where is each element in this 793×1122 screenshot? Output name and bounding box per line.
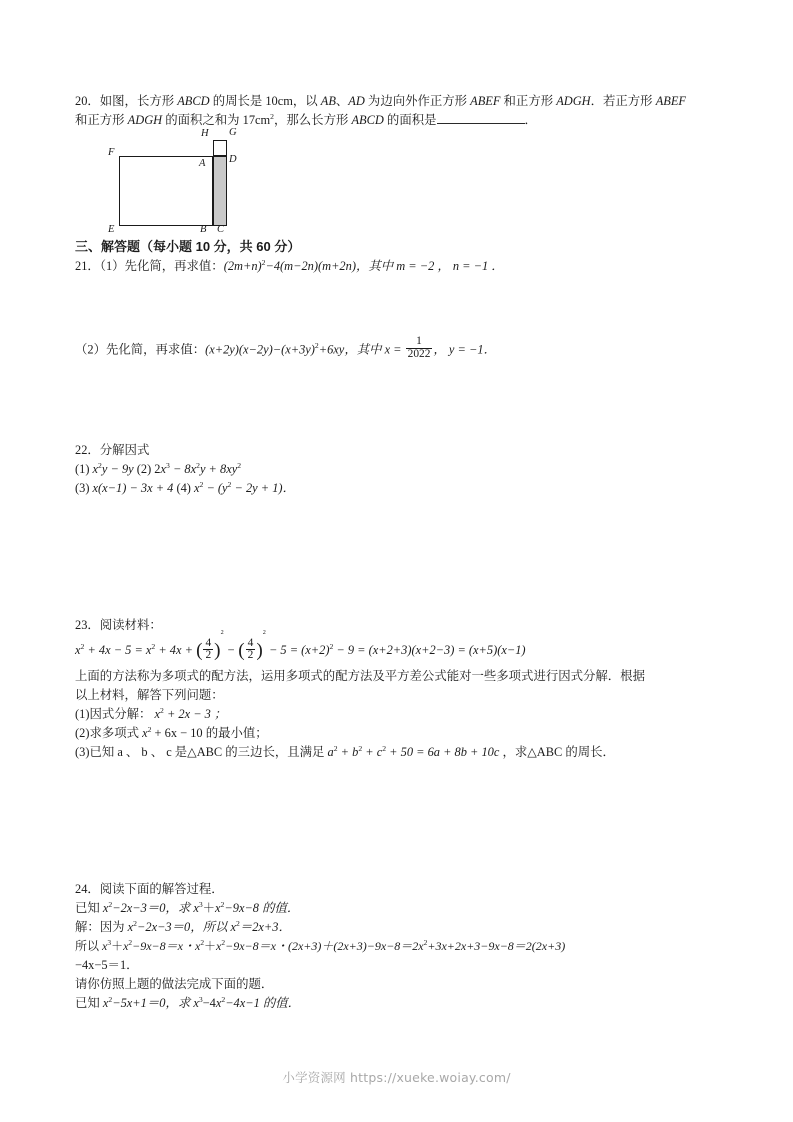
question-23-sub-2 <box>75 724 727 743</box>
q20-text-e: 和正方形 <box>500 94 557 108</box>
q24-l3-x3: x <box>194 938 201 953</box>
q23-f-p2sup: 2 <box>151 641 156 651</box>
q20-text-a: 如图，长方形 <box>99 94 178 108</box>
q22-i4-x: x <box>194 480 200 495</box>
question-23-sub-3 <box>75 743 727 762</box>
work-space-q21-1 <box>75 276 727 338</box>
q23-f-p5: − 5 = (x+2) <box>265 642 330 657</box>
fraction-4-over-2-a <box>203 638 213 663</box>
q22-i1-sup: 2 <box>98 460 102 470</box>
q24-l3-pre: 所以 <box>75 938 103 953</box>
q21-p1-expr-b: −4(m−2n)(m+2n) <box>265 259 356 273</box>
q23-f-p5sup: 2 <box>329 641 334 651</box>
q22-i2-x2: x <box>190 461 197 476</box>
q24-l3-b: −9x−8＝x・ <box>132 938 195 953</box>
q24-l1-x3: x <box>215 900 221 915</box>
q22-i4-rest: − 2y + 1)． <box>231 480 295 495</box>
question-20-line-2 <box>75 111 727 130</box>
q24-l3-x2: x <box>123 938 129 953</box>
q23-s3-rest: ，求△ABC 的周长． <box>499 744 615 759</box>
q23-s1-rest: + 2x − 3 ； <box>163 706 227 721</box>
q21-p2-cond-b: ， y = −1． <box>433 342 496 357</box>
frac1-num: 4 <box>205 636 212 649</box>
q23-f-p3: + 4x + <box>155 642 197 657</box>
q24-l3-x5: x <box>418 938 424 953</box>
work-space-q22-extra <box>75 576 727 616</box>
q23-f-p6: − 9 = (x+2+3)(x+2−3) = (x+5)(x−1) <box>333 642 526 657</box>
q20-rect-abcd: ABCD <box>177 94 210 108</box>
q23-s2-sup: 2 <box>147 724 152 734</box>
q22-i4-mid: − ( <box>203 480 223 495</box>
worksheet-content <box>75 92 727 1013</box>
formula-fraction-group-2 <box>238 629 266 667</box>
q23-s1-sup: 2 <box>160 705 164 715</box>
frac-numerator: 1 <box>406 336 433 349</box>
q24-l1-mid: −2x−3＝0，求 <box>112 900 194 915</box>
q24-number: 24． <box>75 881 100 896</box>
q22-title-text: 分解因式 <box>99 442 150 457</box>
q20-number: 20． <box>75 94 100 108</box>
frac-denominator: 2022 <box>407 348 431 361</box>
frac1-den: 2 <box>205 649 212 662</box>
q23-f-p1sup: 2 <box>80 641 85 651</box>
q20-l2-e: ． <box>524 113 537 127</box>
q21-p1-expr-sup: 2 <box>261 257 266 267</box>
q23-s3-b: + b <box>337 744 359 759</box>
frac1-exponent: 2 <box>220 629 224 637</box>
q24-l3-d: −9x−8＝x・(2x+3)＋(2x+3)−9x−8＝2 <box>225 938 419 953</box>
q22-i2-sup1: 3 <box>166 460 170 470</box>
q20-l2-d: 的面积是 <box>383 113 437 127</box>
q20-text-d: 为边向外作正方形 <box>364 94 471 108</box>
q23-s1-x: x <box>154 706 160 721</box>
q23-s2-rest: + 6x − 10 的最小值； <box>151 725 268 740</box>
figure-label-D: D <box>229 154 237 165</box>
q22-i2-sup2: 2 <box>196 460 200 470</box>
q23-s3-sup-a: 2 <box>333 743 338 753</box>
q23-s3-d: + 50 = 6a + 8b + 10c <box>386 744 500 759</box>
shaded-strip-shape <box>213 156 227 226</box>
q22-number: 22． <box>75 442 100 457</box>
question-21 <box>75 257 727 363</box>
question-24 <box>75 880 727 1013</box>
frac2-den: 2 <box>247 649 254 662</box>
q20-l2-sup: 2 <box>270 111 275 121</box>
q21-number: 21． <box>75 259 100 273</box>
left-paren-1: ( <box>196 639 203 661</box>
question-22-items-row-2 <box>75 479 727 498</box>
q24-l2-sup1: 2 <box>133 918 138 928</box>
q22-i4-sup2: 2 <box>227 479 232 489</box>
figure-label-G: G <box>229 127 237 138</box>
question-20-line-1 <box>75 92 727 111</box>
q23-f-p1: x <box>75 642 81 657</box>
site-watermark: 小学资源网 https://xueke.woiay.com/ <box>282 1070 511 1085</box>
q22-i4-pre: (4) <box>173 480 195 495</box>
q24-l6-rest: −4x−1 的值． <box>225 995 301 1010</box>
q23-s3-sup-b: 2 <box>358 743 363 753</box>
q24-l3-a: ＋ <box>111 938 124 953</box>
q21-p2-cond-a: ，其中 x = <box>344 342 405 357</box>
figure-label-C: C <box>217 224 225 235</box>
q24-l3-x1: x <box>102 938 108 953</box>
q24-l3-c: ＋ <box>204 938 217 953</box>
question-24-line-5: 请你仿照上题的做法完成下面的题． <box>75 976 274 991</box>
q20-seg-ad: AD <box>348 94 365 108</box>
question-23-body-2: 以上材料，解答下列问题： <box>75 687 224 702</box>
q20-sq-adgh: ADGH <box>556 94 591 108</box>
q22-i3-expr: x(x−1) − 3x + 4 <box>92 480 174 495</box>
q24-l1-x1: x <box>102 900 109 915</box>
geometry-figure-q20 <box>107 127 287 235</box>
q24-l3-sup1: 3 <box>107 937 112 947</box>
question-20 <box>75 92 727 234</box>
q23-f-p2: + 4x − 5 = x <box>84 642 152 657</box>
q20-text-c: 、 <box>335 94 349 108</box>
question-23-title <box>75 616 727 635</box>
q20-l2-c: ，那么长方形 <box>274 113 352 127</box>
q23-s2-x: x <box>142 725 148 740</box>
question-23-sub-1 <box>75 705 727 724</box>
q21-p2-expr-a: (x+2y)(x−2y)−(x+3y) <box>205 342 315 357</box>
q24-l6-x1: x <box>102 995 109 1010</box>
q20-sq-abef-2: ABEF <box>655 94 686 108</box>
frac2-num: 4 <box>247 636 254 649</box>
question-24-line-1 <box>75 899 727 918</box>
q23-s2-pre: (2)求多项式 <box>75 725 143 740</box>
q21-p2-expr-sup: 2 <box>314 341 319 351</box>
figure-label-E: E <box>108 224 115 235</box>
q23-number: 23． <box>75 617 100 632</box>
q24-l6-pre: 已知 <box>75 995 103 1010</box>
q24-l2-pre: 解：因为 <box>75 919 128 934</box>
q20-l2-b: 的面积之和为 17cm <box>162 113 271 127</box>
figure-label-A: A <box>199 158 206 169</box>
question-22-title <box>75 441 727 460</box>
q24-l1-rest: −9x−8 的值． <box>224 900 300 915</box>
q24-l2-sup2: 2 <box>235 918 240 928</box>
q22-i1-pre: (1) <box>75 461 93 476</box>
figure-label-H: H <box>201 128 209 139</box>
work-space-q23-extra <box>75 840 727 880</box>
q20-text-f: ．若正方形 <box>590 94 656 108</box>
q24-l6-a: −4 <box>202 995 216 1010</box>
q24-l2-mid: −2x−3＝0，所以 <box>137 919 231 934</box>
right-paren-1: ) <box>214 639 221 661</box>
q22-i1-x: x <box>92 461 99 476</box>
q24-l1-sup1: 2 <box>108 899 113 909</box>
q22-i4-y: y <box>222 480 228 495</box>
q24-title-text: 阅读下面的解答过程． <box>99 881 224 896</box>
q21-p1-cond: ，其中 m = −2 ， n = −1 ． <box>355 259 504 273</box>
question-24-line-2 <box>75 918 727 937</box>
top-square-shape <box>213 140 227 156</box>
question-23-body-1: 上面的方法称为多项式的配方法，运用多项式的配方法及平方差公式能对一些多项式进行因式分解．根据 <box>75 668 645 683</box>
frac2-exponent: 2 <box>262 629 266 637</box>
figure-label-F: F <box>108 147 115 158</box>
q22-i2-pre: (2) 2 <box>133 461 161 476</box>
question-23-formula <box>75 629 727 667</box>
q23-s3-a: a <box>327 744 334 759</box>
q24-l6-mid: −5x+1＝0，求 <box>112 995 194 1010</box>
question-21-part-2 <box>75 335 727 363</box>
figure-label-B: B <box>200 224 207 235</box>
q21-p1-expr-a: (2m+n) <box>223 259 262 273</box>
q24-l2-x1: x <box>127 919 134 934</box>
section-3-heading: 三、解答题（每小题 10 分，共 60 分） <box>75 239 301 254</box>
q22-i2-sup3: 2 <box>237 460 242 470</box>
q21-p2-label: （2）先化简，再求值： <box>75 342 206 357</box>
q24-l3-x4: x <box>216 938 222 953</box>
work-space-q23 <box>75 762 727 840</box>
question-22-items-row-1 <box>75 460 727 479</box>
question-24-line-6 <box>75 994 727 1013</box>
work-space-q21-2 <box>75 363 727 441</box>
q24-l6-x3: x <box>215 995 222 1010</box>
question-23 <box>75 616 727 762</box>
work-space-q22 <box>75 498 727 576</box>
q20-l2-adgh: ADGH <box>127 113 163 127</box>
q24-l2-x2: x <box>230 919 236 934</box>
q24-l3-e: +3x+2x+3−9x−8＝2(2x+3) <box>427 938 566 953</box>
q24-l1-sup3: 2 <box>220 899 225 909</box>
q23-f-p4: − <box>223 642 239 657</box>
q20-seg-ab: AB <box>320 94 336 108</box>
q24-l3-sup2: 2 <box>128 937 133 947</box>
q22-i3-pre: (3) <box>75 480 93 495</box>
q24-l1-sup2: 3 <box>198 899 203 909</box>
q24-l2-rest: ＝2x+3． <box>239 919 291 934</box>
question-24-title <box>75 880 727 899</box>
question-24-line-3 <box>75 937 727 956</box>
q23-s3-sup-c: 2 <box>382 743 387 753</box>
q24-l3-sup5: 2 <box>423 937 428 947</box>
q24-l6-sup3: 2 <box>221 994 226 1004</box>
q23-s3-pre: (3)已知 a 、 b 、 c 是△ABC 的三边长，且满足 <box>75 744 328 759</box>
left-paren-2: ( <box>238 639 245 661</box>
q24-l6-x2: x <box>193 995 199 1010</box>
formula-fraction-group-1 <box>196 629 224 667</box>
question-22 <box>75 441 727 498</box>
q22-i2-rest: y + 8xy <box>199 461 238 476</box>
question-24-line-4: −4x−5＝1． <box>75 957 139 972</box>
q24-l3-sup4: 2 <box>221 937 226 947</box>
q20-sq-abef: ABEF <box>470 94 501 108</box>
q24-l3-sup3: 2 <box>200 937 205 947</box>
q24-l6-sup2: 3 <box>198 994 203 1004</box>
q21-p1-label: （1）先化简，再求值： <box>99 259 224 273</box>
q20-text-b: 的周长是 10cm，以 <box>209 94 321 108</box>
q22-i1-rest: y − 9y <box>101 461 134 476</box>
q20-l2-abcd: ABCD <box>351 113 384 127</box>
q23-title-text: 阅读材料： <box>99 617 162 632</box>
q23-s1-pre: (1)因式分解： <box>75 706 155 721</box>
q22-i2-x: x <box>160 461 166 476</box>
q24-l1-x2: x <box>193 900 199 915</box>
question-21-part-1 <box>75 257 727 276</box>
q21-p2-expr-b: +6xy <box>318 342 345 357</box>
q20-l2-a: 和正方形 <box>75 113 128 127</box>
fraction-4-over-2-b <box>246 638 256 663</box>
q23-s3-c: + c <box>362 744 383 759</box>
q22-i2-mid: − 8 <box>169 461 191 476</box>
q24-l1-pre: 已知 <box>75 900 103 915</box>
q22-i4-sup: 2 <box>199 479 204 489</box>
q24-l1-plus: ＋ <box>202 900 216 915</box>
fraction-1-over-2022 <box>406 336 433 361</box>
q24-l6-sup1: 2 <box>108 994 113 1004</box>
right-paren-2: ) <box>256 639 263 661</box>
answer-blank-q20[interactable] <box>437 112 525 124</box>
